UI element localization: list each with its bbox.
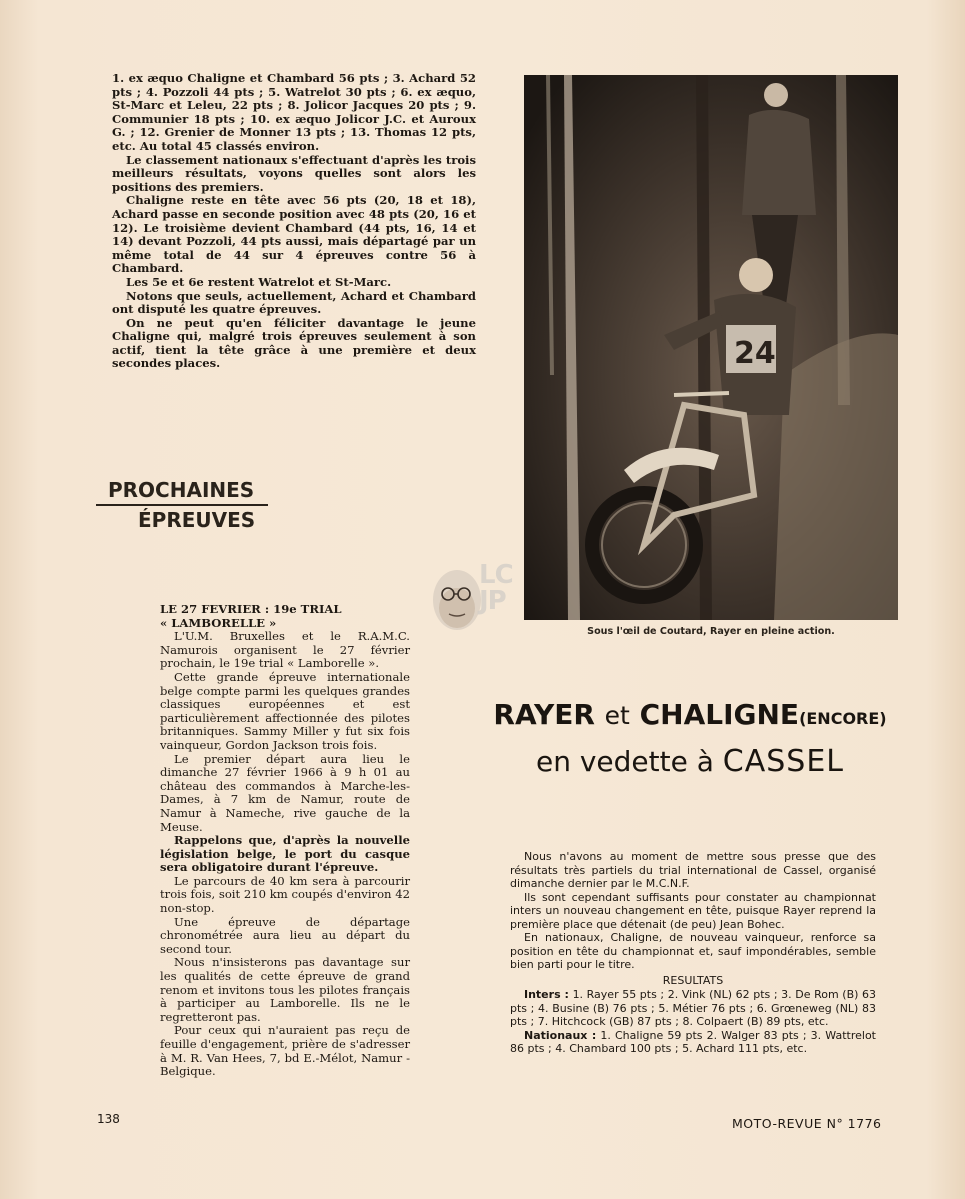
paragraph: Notons que seuls, actuellement, Achard et Chambard ont disputé les quatre épreuves. [112, 288, 476, 317]
paragraph: On ne peut qu'en féliciter davantage le jeune Chaligne qui, malgré trois épreuves seulement à son actif, tient la tête grâce à une première et deux secondes places. [112, 315, 476, 371]
page-number: 138 [97, 1112, 120, 1126]
logo-text: LC JP [479, 560, 513, 616]
paragraph: Le parcours de 40 km sera à parcourir trois fois, soit 210 km coupés d'environ 42 non-stop. [160, 873, 410, 916]
paragraph: Pour ceux qui n'auraient pas reçu de feuille d'engagement, prière de s'adresser à M. R. Van Hees, 7, bd E.-Mélot, Namur - Belgique. [160, 1023, 410, 1079]
trial-rider-photo [524, 75, 898, 620]
section-title-line2: ÉPREUVES [138, 508, 256, 532]
top-left-results-column [112, 72, 476, 371]
paragraph: Chaligne reste en tête avec 56 pts (20, 18 et 18), Achard passe en seconde position avec 48 pts (20, 16 et 12). Le troisième devient Chambard (44 pts, 16, 14 et 14) devant Pozzoli, 44 pts aussi, mais départagé par un même total de 44 sur 4 épreuves contre 56 à Chambard. [112, 193, 476, 276]
paragraph: Nous n'insisterons pas davantage sur les qualités de cette épreuve de grand renom et invitons tous les pilotes français à participer au Lamborelle. Ils ne le regretteront pas. [160, 955, 410, 1024]
paragraph: 1. ex æquo Chaligne et Chambard 56 pts ; 3. Achard 52 pts ; 4. Pozzoli 44 pts ; 5. Watrelot 30 pts ; 6. ex æquo, St-Marc et Leleu, 22 pts ; 8. Jolicor Jacques 20 pts ; 9. Communier 18 pts ; 10. ex æquo Jolicor J.C. et Auroux G. ; 12. Grenier de Monner 13 pts ; 13. Thomas 12 pts, etc. Au total 45 classés environ. [112, 71, 476, 153]
photo-illustration [524, 75, 898, 620]
photo-caption: Sous l'œil de Coutard, Rayer en pleine action. [587, 626, 835, 637]
paragraph: Nous n'avons au moment de mettre sous presse que des résultats très partiels du trial international de Cassel, organisé dimanche dernier par le M.C.N.F. [510, 850, 876, 890]
portrait-icon [427, 560, 487, 632]
paragraph: L'U.M. Bruxelles et le R.A.M.C. Namurois organisent le 27 février prochain, le 19e trial « Lamborelle ». [160, 629, 410, 671]
headline-line2: en vedette à CASSEL [535, 744, 845, 779]
paragraph: Cette grande épreuve internationale belge compte parmi les quelques grandes classiques européennes et est particulièrement affectionnée des pilotes britanniques. Sammy Miller y fut six fois vainqueur, Gordon Jackson trois fois. [160, 669, 410, 752]
magazine-footer: MOTO-REVUE N° 1776 [732, 1116, 882, 1131]
article-headline [470, 696, 910, 782]
cassel-article-column [510, 850, 876, 1056]
section-title-prochaines-epreuves [96, 478, 268, 532]
paragraph: Une épreuve de départage chronométrée aura lieu au départ du second tour. [160, 914, 410, 956]
headline-line1: RAYER et CHALIGNE(ENCORE) [493, 698, 887, 731]
paragraph: En nationaux, Chaligne, de nouveau vainqueur, renforce sa position en tête du championnat et, sauf impondérables, semble bien parti pour le titre. [510, 931, 876, 971]
rider-head [739, 258, 773, 292]
results-title: RESULTATS [662, 973, 724, 987]
paragraph: Les 5e et 6e restent Watrelot et St-Marc. [126, 274, 392, 289]
spectator-head [764, 83, 788, 107]
svg-text:24: 24 [734, 336, 776, 371]
earth-bank [774, 333, 898, 620]
section-title-line1: PROCHAINES [96, 478, 268, 506]
paragraph: Le classement nationaux s'effectuant d'après les trois meilleurs résultats, voyons quelles sont alors les positions des premiers. [112, 152, 476, 194]
nationaux-results: Nationaux : 1. Chaligne 59 pts 2. Walger 83 pts ; 3. Wattrelot 86 pts ; 4. Chambard 100 pts ; 5. Achard 111 pts, etc. [510, 1028, 876, 1055]
paragraph: Ils sont cependant suffisants pour constater au championnat inters un nouveau changement en tête, puisque Rayer reprend la première place que détenait (de peu) Jean Bohec. [510, 890, 876, 931]
lamborelle-article-column [160, 603, 410, 1079]
lcjp-watermark-logo [427, 560, 537, 632]
inters-results: Inters : 1. Rayer 55 pts ; 2. Vink (NL) 62 pts ; 3. De Rom (B) 63 pts ; 4. Busine (B) 76 pts ; 5. Métier 76 pts ; 6. Grœneweg (NL) 83 pts ; 7. Hitchcock (GB) 87 pts ; 8. Colpaert (B) 89 pts, etc. [510, 988, 877, 1028]
article-heading: LE 27 FEVRIER : 19e TRIAL « LAMBORELLE » [160, 602, 342, 630]
spectator-body [742, 110, 816, 215]
paragraph: Le premier départ aura lieu le dimanche 27 février 1966 à 9 h 01 au château des commandos à Marche-les-Dames, à 7 km de Namur, route de Namur à Nameche, rive gauche de la Meuse. [160, 751, 410, 834]
paragraph-bold: Rappelons que, d'après la nouvelle législation belge, le port du casque sera obligatoire durant l'épreuve. [160, 833, 410, 875]
